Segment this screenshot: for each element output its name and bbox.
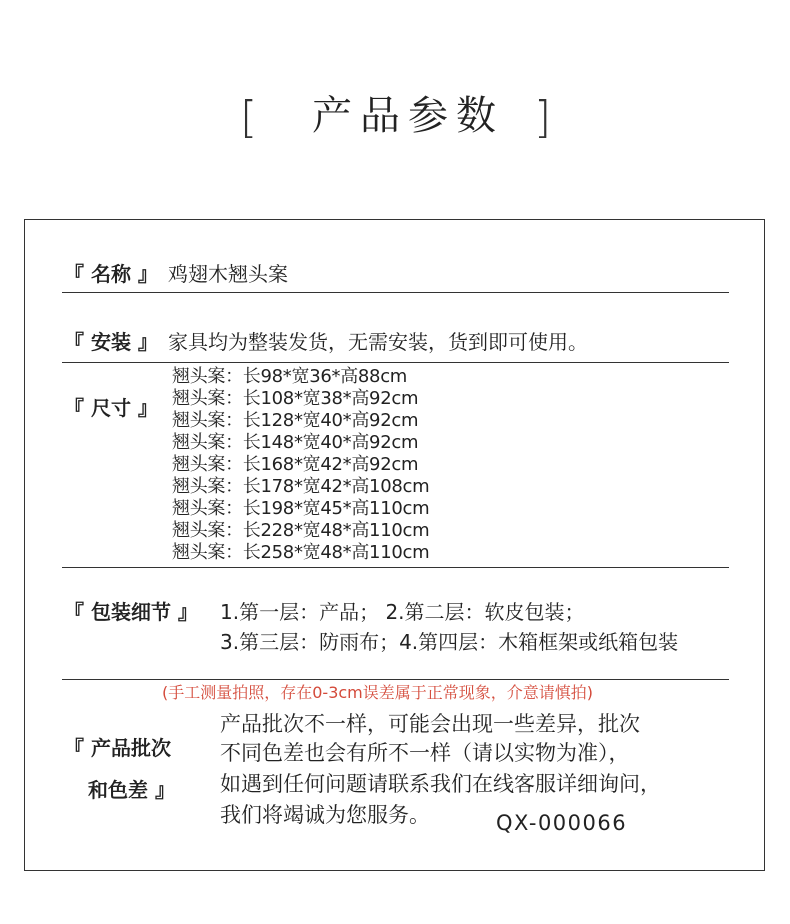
size-line: 翘头案：长198*宽45*高110cm <box>172 498 430 519</box>
batch-color-text-line: 不同色差也会有所不一样（请以实物为准）， <box>220 741 630 765</box>
measurement-note: (手工测量拍照，存在0-3cm误差属于正常现象，介意请慎拍) <box>162 683 594 702</box>
size-line: 翘头案：长258*宽48*高110cm <box>172 542 430 563</box>
batch-color-label-line-1: 『 产品批次 <box>64 736 171 760</box>
page-title: 产品参数 <box>312 93 504 139</box>
size-line: 翘头案：长108*宽38*高92cm <box>172 388 419 409</box>
size-line: 翘头案：长178*宽42*高108cm <box>172 476 430 497</box>
packaging-line-1: 1.第一层：产品； 2.第二层：软皮包装； <box>220 600 585 624</box>
install-label: 『 安装 』 <box>64 330 158 354</box>
size-line: 翘头案：长128*宽40*高92cm <box>172 410 419 431</box>
title-bracket-left: [ <box>240 92 258 143</box>
name-label: 『 名称 』 <box>64 262 158 286</box>
packaging-line-2: 3.第三层：防雨布；4.第四层：木箱框架或纸箱包装 <box>220 630 679 654</box>
divider <box>62 292 729 293</box>
divider <box>62 567 729 568</box>
batch-color-label-line-2: 和色差 』 <box>88 778 175 802</box>
product-code: QX-000066 <box>496 811 628 835</box>
size-line: 翘头案：长228*宽48*高110cm <box>172 520 430 541</box>
divider <box>62 362 729 363</box>
name-value: 鸡翅木翘头案 <box>168 262 288 286</box>
batch-color-text-line: 如遇到任何问题请联系我们在线客服详细询问， <box>220 772 661 796</box>
batch-color-text-line: 产品批次不一样，可能会出现一些差异，批次 <box>220 712 640 736</box>
divider <box>62 679 729 680</box>
size-line: 翘头案：长98*宽36*高88cm <box>172 366 408 387</box>
packaging-label: 『 包装细节 』 <box>64 600 198 624</box>
title-bracket-right: ] <box>534 92 552 143</box>
install-value: 家具均为整装发货，无需安装，货到即可使用。 <box>168 330 588 354</box>
batch-color-text-line: 我们将竭诚为您服务。 <box>220 803 430 827</box>
size-line: 翘头案：长148*宽40*高92cm <box>172 432 419 453</box>
size-label: 『 尺寸 』 <box>64 396 158 420</box>
size-line: 翘头案：长168*宽42*高92cm <box>172 454 419 475</box>
